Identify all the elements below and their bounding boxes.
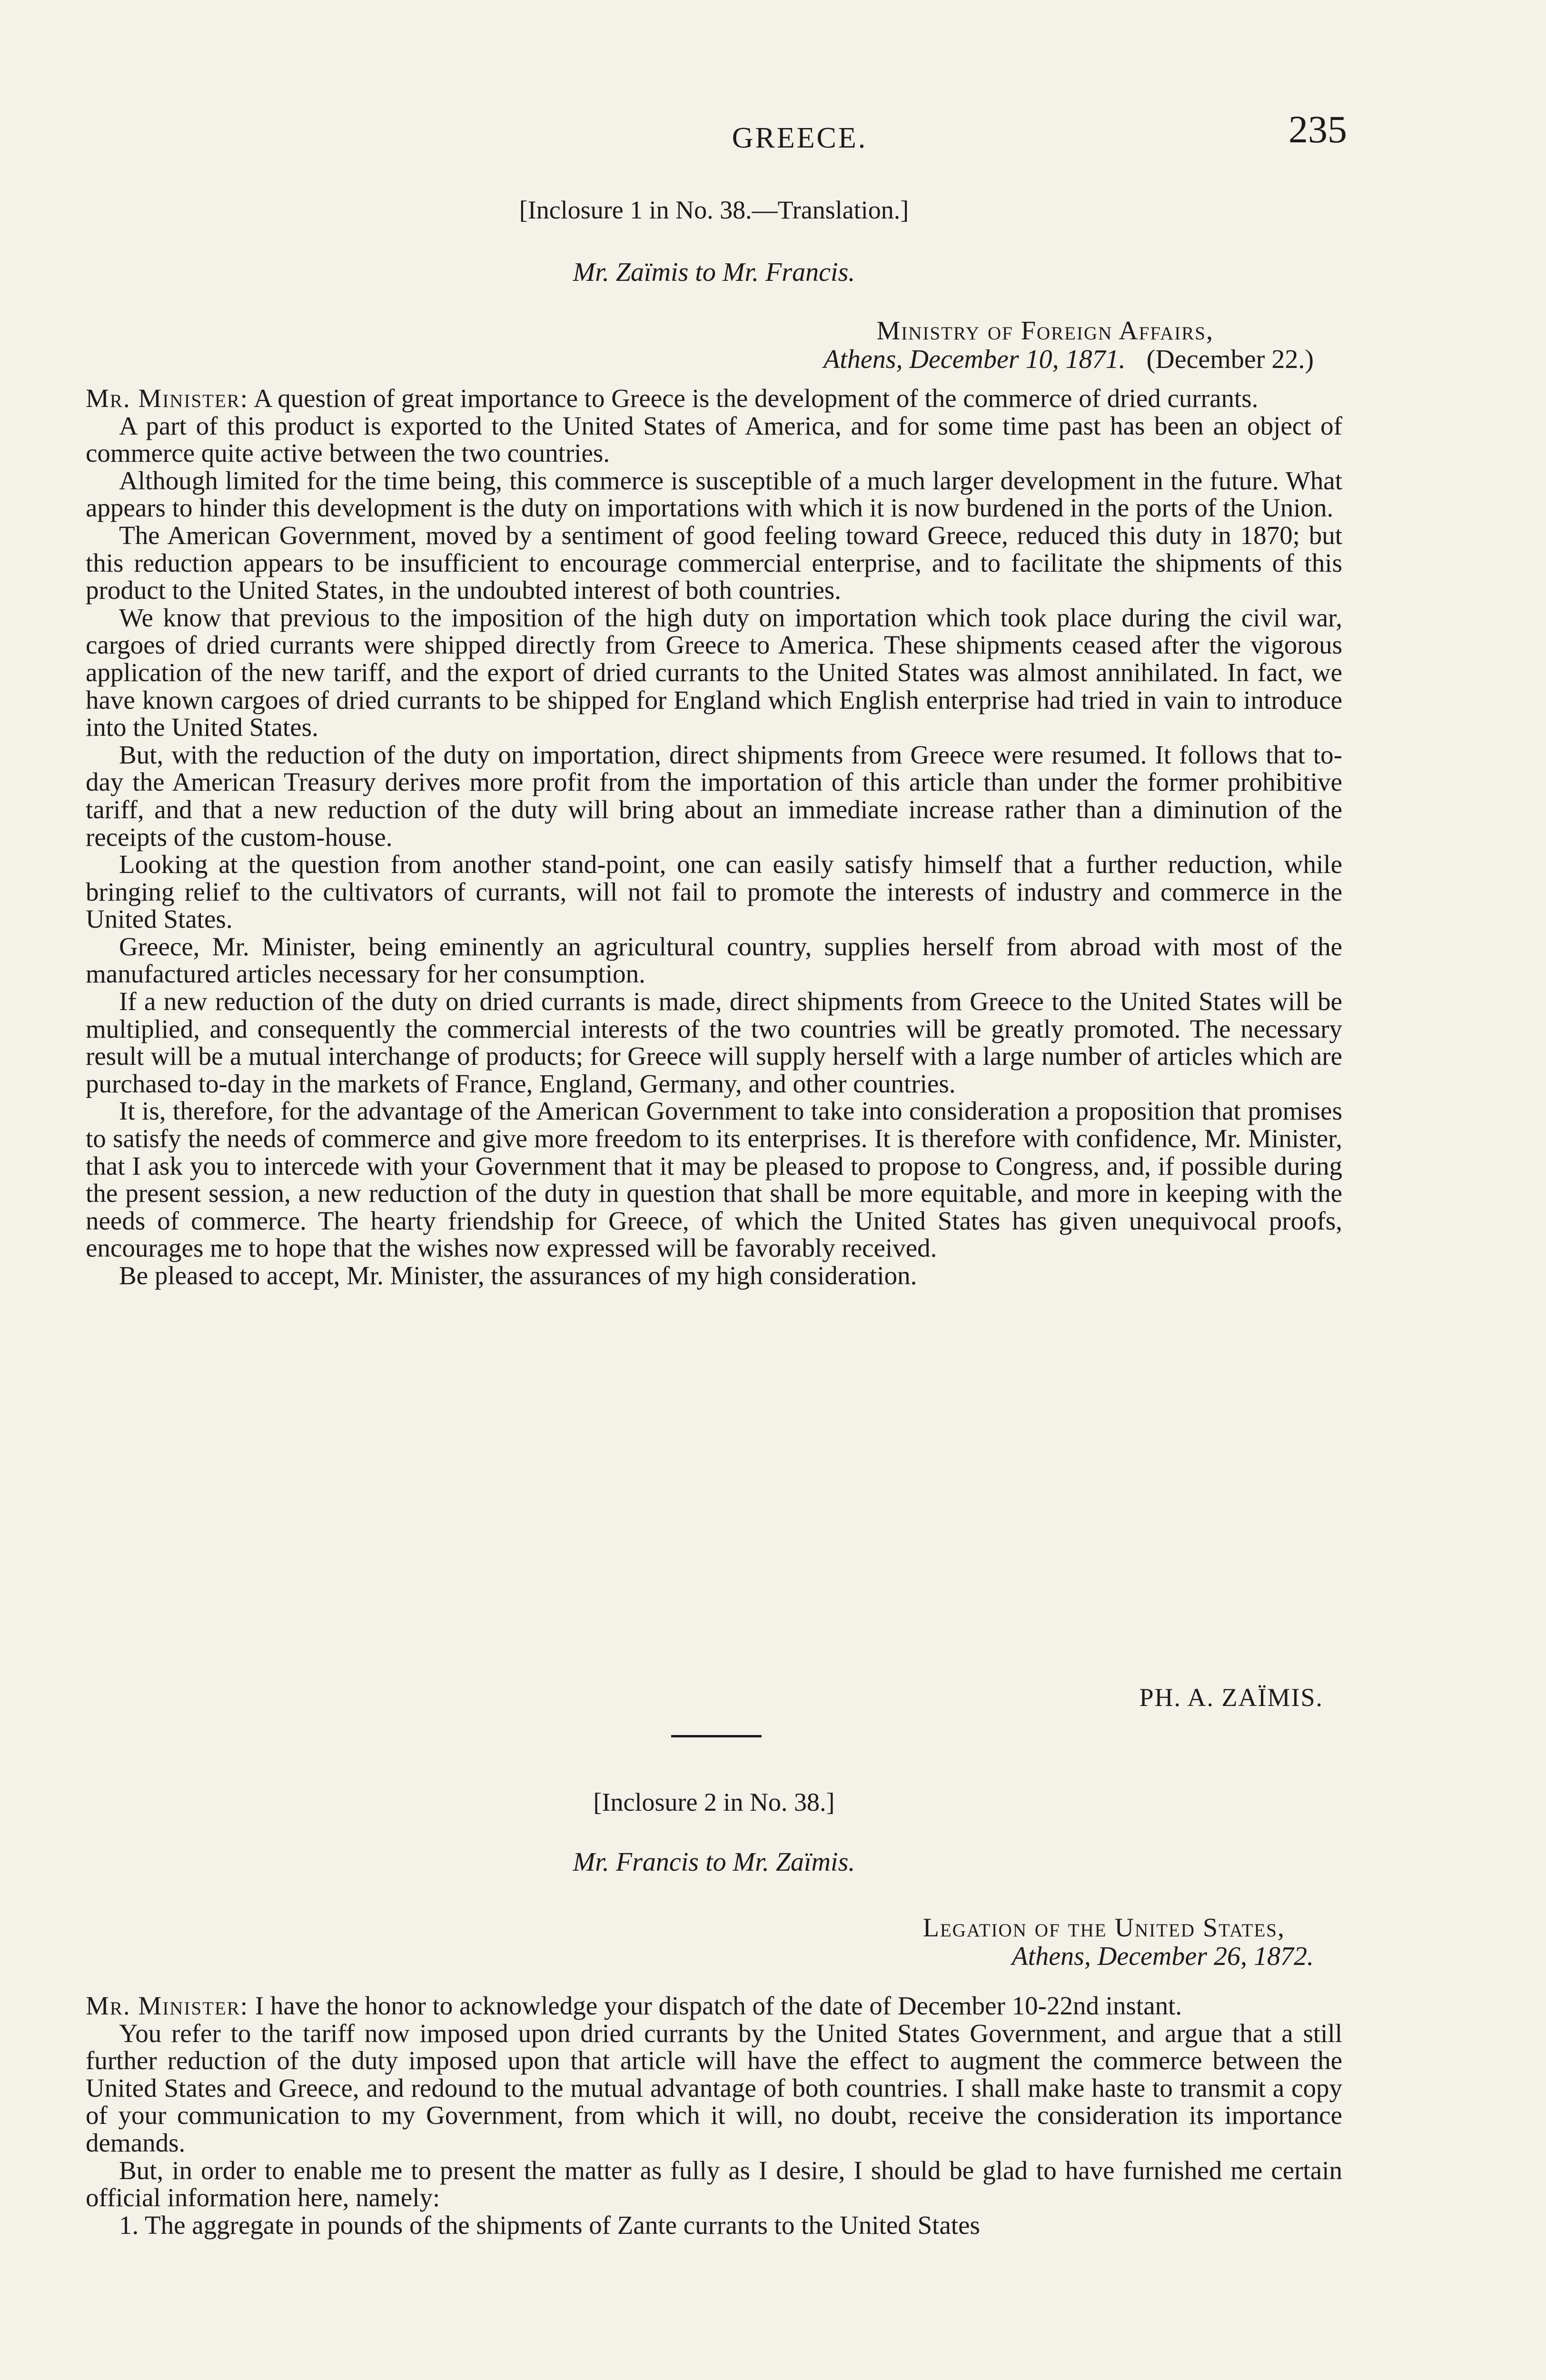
letter-1-paragraph: But, with the reduction of the duty on importation, direct shipments from Greece were resumed. It follows that to-day the American Treasury derives more profit from the importation of this article than under the former prohibitive tariff, and that a new reduction of the duty will bring about an immediate increase rather than a diminution of the receipts of the custom-house.	[86, 740, 1342, 852]
letter-1-paragraph: If a new reduction of the duty on dried currants is made, direct shipments from Greece to the United States will be multiplied, and consequently the commercial interests of the two countries will be greatly promoted. The necessary result will be a mutual interchange of products; for Greece will supply herself with a large number of articles which are purchased to-day in the markets of France, England, Germany, and other countries.	[86, 987, 1342, 1098]
letter-1-paragraph: Looking at the question from another stand-point, one can easily satisfy himself that a further reduction, while bringing relief to the cultivators of currants, will not fail to promote the interests of industry and commerce in the United States.	[86, 850, 1342, 934]
page-number: 235	[1288, 108, 1347, 151]
letter-1-signature: PH. A. ZAÏMIS.	[1139, 1683, 1323, 1712]
paragraph-text: I have the honor to acknowledge your dispatch of the date of December 10-22nd instant.	[255, 1991, 1182, 2020]
letter-1-paragraph: The American Government, moved by a sentiment of good feeling toward Greece, reduced this duty in 1870; but this reduction appears to be insufficient to encourage commercial enterprise, and to facilitate the shipments of this product to the United States, in the undoubted interest of both countries.	[86, 520, 1342, 605]
dateline-place-date-line	[86, 345, 1314, 374]
letter-1-salutation: Mr. Minister:	[86, 384, 249, 413]
dateline-place-date: Athens, December 26, 1872.	[1011, 1942, 1314, 1971]
inclosure-2-heading: [Inclosure 2 in No. 38.]	[593, 1788, 835, 1816]
dateline-office: Legation of the United States,	[922, 1913, 1285, 1943]
letter-1-paragraph: Greece, Mr. Minister, being eminently an agricultural country, supplies herself from abroad with most of the manufactured articles necessary for her consumption.	[86, 932, 1342, 989]
letter-1-paragraph: We know that previous to the imposition of the high duty on importation which took place during the civil war, cargoes of dried currants were shipped directly from Greece to America. These shipments ceased after the vigorous application of the new tariff, and the export of dried currants to the United States was almost annihilated. In fact, we have known cargoes of dried currants to be shipped for England which English enterprise had tried in vain to introduce into the United States.	[86, 603, 1342, 742]
letter-1-caption: Mr. Zaïmis to Mr. Francis.	[573, 258, 855, 287]
dateline-received: (December 22.)	[1146, 345, 1314, 374]
letter-1-paragraph: Be pleased to accept, Mr. Minister, the assurances of my high consideration.	[119, 1261, 917, 1290]
letter-2-paragraph: 1. The aggregate in pounds of the shipments of Zante currants to the United States	[119, 2210, 980, 2240]
letter-1-paragraph	[86, 385, 1342, 412]
letter-2-salutation: Mr. Minister:	[86, 1991, 249, 2020]
paragraph-text: A question of great importance to Greece is the development of the commerce of dried currants.	[253, 384, 1259, 413]
dateline-place-date: Athens, December 10, 1871.	[823, 345, 1126, 374]
letter-1-paragraph: Although limited for the time being, this commerce is susceptible of a much larger development in the future. What appears to hinder this development is the duty on importations with which it is now burdened in the ports of the Union.	[86, 466, 1342, 523]
dateline-office: Ministry of Foreign Affairs,	[876, 316, 1214, 346]
letter-2-dateline	[86, 1914, 1314, 1971]
letter-2-paragraph: You refer to the tariff now imposed upon dried currants by the United States Government, and argue that a still further reduction of the duty imposed upon that article will have the effect to augment the commerce between the United States and Greece, and redound to the mutual advantage of both countries. I shall make haste to transmit a copy of your communication to my Government, from which it will, no doubt, receive the consideration its importance demands.	[86, 2018, 1342, 2157]
letter-1-dateline	[86, 317, 1314, 374]
letter-2-paragraph	[86, 1992, 1342, 2020]
letter-1-body	[86, 385, 1342, 1289]
letter-2-paragraph: But, in order to enable me to present the matter as fully as I desire, I should be glad to have furnished me certain official information here, namely:	[86, 2155, 1342, 2212]
letter-2-caption: Mr. Francis to Mr. Zaïmis.	[573, 1847, 855, 1877]
running-title: GREECE.	[732, 122, 868, 154]
inclosure-1-heading: [Inclosure 1 in No. 38.—Translation.]	[519, 196, 909, 224]
letter-2-body	[86, 1992, 1342, 2239]
section-divider	[671, 1735, 762, 1737]
letter-1-paragraph: It is, therefore, for the advantage of the American Government to take into consideration a proposition that promises to satisfy the needs of commerce and give more freedom to its enterprises. It is therefore with confidence, Mr. Minister, that I ask you to intercede with your Government that it may be pleased to propose to Congress, and, if possible during the present session, a new reduction of the duty in question that shall be more equitable, and more in keeping with the needs of commerce. The hearty friendship for Greece, of which the United States has given unequivocal proofs, encourages me to hope that the wishes now expressed will be favorably received.	[86, 1096, 1342, 1263]
letter-1-paragraph: A part of this product is exported to the United States of America, and for some time past has been an object of commerce quite active between the two countries.	[86, 411, 1342, 468]
